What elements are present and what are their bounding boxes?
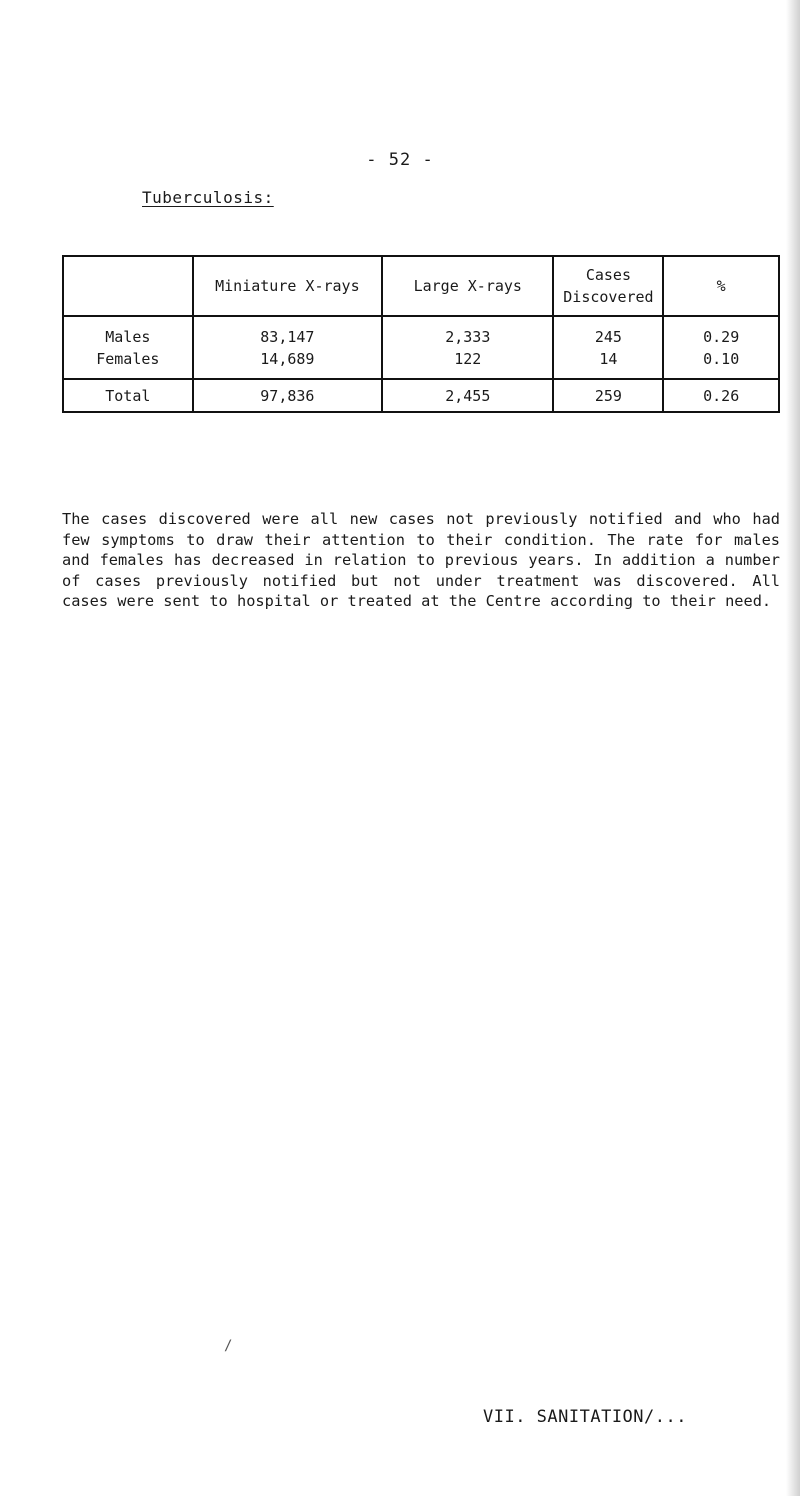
- page-number: - 52 -: [366, 150, 434, 170]
- section-title: Tuberculosis:: [142, 188, 274, 207]
- males-miniature: 83,147: [260, 327, 315, 346]
- table-total-row: [63, 379, 779, 412]
- row-label-males: Males: [105, 327, 151, 346]
- cases-cell: [553, 316, 663, 379]
- stray-mark: /: [224, 1338, 233, 1354]
- females-percent: 0.10: [703, 349, 740, 368]
- total-label: Total: [63, 379, 193, 412]
- males-percent: 0.29: [703, 327, 740, 346]
- header-cases-line1: Cases: [585, 266, 631, 284]
- females-cases: 14: [599, 349, 618, 368]
- females-miniature: 14,689: [260, 349, 315, 368]
- table-row: [63, 316, 779, 379]
- row-label-females: Females: [96, 349, 160, 368]
- total-large: 2,455: [382, 379, 553, 412]
- header-cases-discovered: [553, 256, 663, 316]
- page-edge-shadow: [786, 0, 800, 1496]
- males-large: 2,333: [445, 327, 491, 346]
- header-percent: %: [663, 256, 779, 316]
- table-header-row: [63, 256, 779, 316]
- males-cases: 245: [594, 327, 622, 346]
- row-labels-cell: [63, 316, 193, 379]
- total-percent: 0.26: [663, 379, 779, 412]
- tuberculosis-table: [62, 255, 780, 413]
- total-miniature: 97,836: [193, 379, 382, 412]
- header-cases-line2: Discovered: [563, 288, 654, 306]
- footer-continuation: VII. SANITATION/...: [483, 1407, 687, 1427]
- header-empty: [63, 256, 193, 316]
- females-large: 122: [454, 349, 482, 368]
- percent-cell: [663, 316, 779, 379]
- header-miniature-xrays: Miniature X-rays: [193, 256, 382, 316]
- total-cases: 259: [553, 379, 663, 412]
- miniature-cell: [193, 316, 382, 379]
- body-paragraph: The cases discovered were all new cases not previously notified and who had few symptoms to draw their attention to their condition. The rate for males and females has decreased in relation to previous years. In addition a number of cases previously notified but not under treatment was discovered. All cases were sent to hospital or treated at the Centre according to their need.: [62, 510, 780, 611]
- header-large-xrays: Large X-rays: [382, 256, 553, 316]
- large-cell: [382, 316, 553, 379]
